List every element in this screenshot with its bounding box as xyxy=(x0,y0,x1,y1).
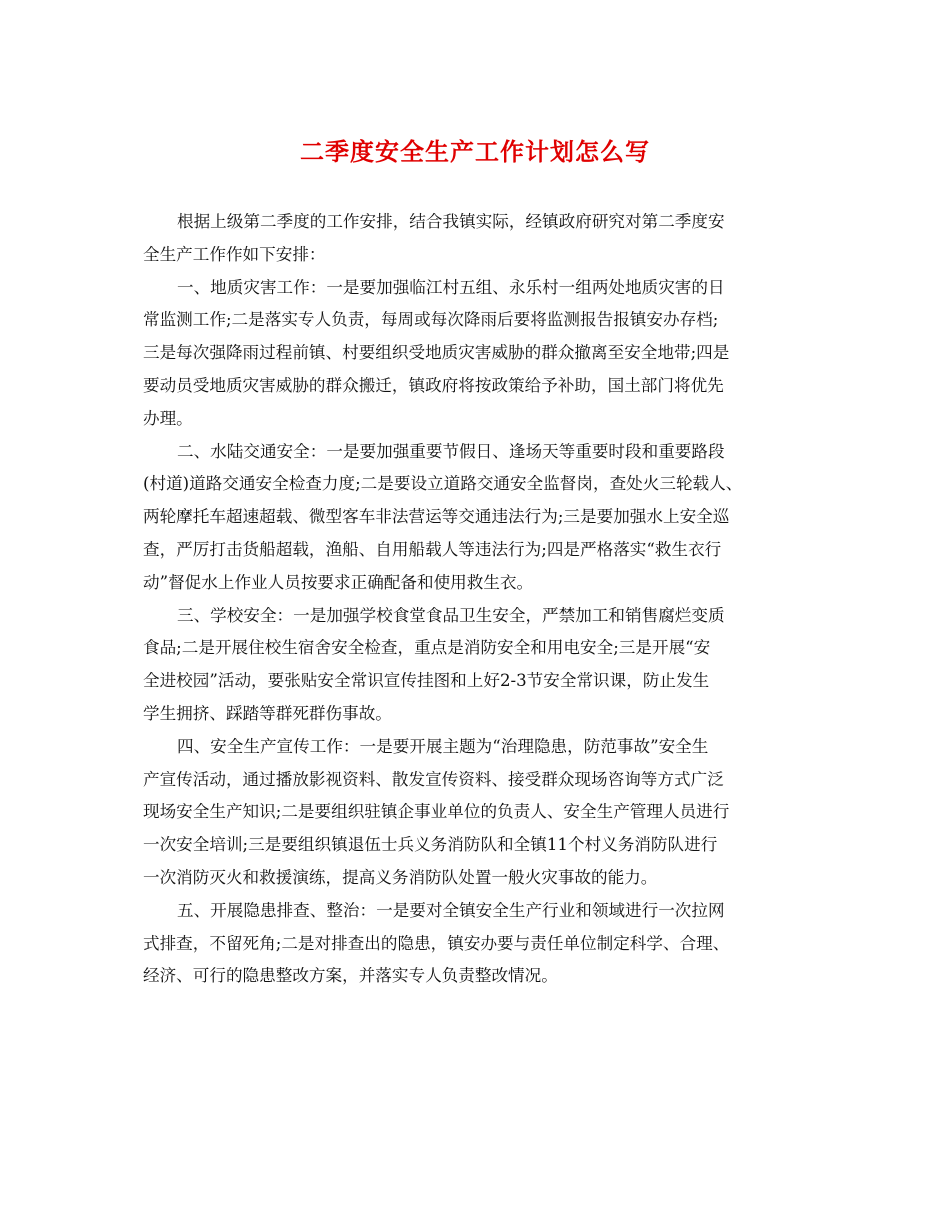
text-line: 办理。 xyxy=(143,408,193,428)
text-line: 要动员受地质灾害威胁的群众搬迁，镇政府将按政策给予补助，国土部门将优先 xyxy=(143,375,724,395)
paragraph-hazard-inspection xyxy=(143,895,813,993)
text-line: 一次消防灭火和救援演练，提高义务消防队处置一般火灾事故的能力。 xyxy=(143,867,658,887)
text-line: 四、安全生产宣传工作：一是要开展主题为“治理隐患，防范事故”安全生 xyxy=(177,736,709,756)
text-line: 常监测工作;二是落实专人负责，每周或每次降雨后要将监测报告报镇安办存档; xyxy=(143,310,719,330)
text-line: 动”督促水上作业人员按要求正确配备和使用救生衣。 xyxy=(143,572,534,592)
text-line: (村道)道路交通安全检查力度;二是要设立道路交通安全监督岗，查处火三轮载人、 xyxy=(143,474,743,494)
paragraph-traffic-safety xyxy=(143,436,813,600)
text-line: 根据上级第二季度的工作安排，结合我镇实际，经镇政府研究对第二季度安 xyxy=(177,212,725,231)
text-line: 查，严厉打击货船超载，渔船、自用船载人等违法行为;四是严格落实“救生衣行 xyxy=(143,539,722,559)
text-line: 三是每次强降雨过程前镇、村要组织受地质灾害威胁的群众撤离至安全地带;四是 xyxy=(143,343,730,363)
text-line: 一、地质灾害工作：一是要加强临江村五组、永乐村一组两处地质灾害的日 xyxy=(177,277,725,297)
text-line: 一次安全培训;三是要组织镇退伍士兵义务消防队和全镇11个村义务消防队进行 xyxy=(143,835,718,855)
text-line: 式排查，不留死角;二是对排查出的隐患，镇安办要与责任单位制定科学、合理、 xyxy=(143,933,730,953)
text-line: 学生拥挤、踩踏等群死群伤事故。 xyxy=(143,703,392,723)
paragraph-school-safety xyxy=(143,600,813,731)
text-line: 全进校园”活动，要张贴安全常识宣传挂图和上好2-3节安全常识课，防止发生 xyxy=(143,671,710,691)
paragraph-geological-hazards xyxy=(143,272,813,436)
paragraph-safety-publicity xyxy=(143,731,813,895)
paragraph-intro xyxy=(143,206,813,272)
text-line: 现场安全生产知识;二是要组织驻镇企事业单位的负责人、安全生产管理人员进行 xyxy=(143,802,730,822)
document-title: 二季度安全生产工作计划怎么写 xyxy=(300,137,650,166)
text-line: 三、学校安全：一是加强学校食堂食品卫生安全，严禁加工和销售腐烂变质 xyxy=(177,605,725,625)
text-line: 两轮摩托车超速超载、微型客车非法营运等交通违法行为;三是要加强水上安全巡 xyxy=(143,507,730,527)
text-line: 二、水陆交通安全：一是要加强重要节假日、逢场天等重要时段和重要路段 xyxy=(177,441,725,461)
text-line: 全生产工作作如下安排： xyxy=(143,244,326,264)
document-body xyxy=(143,206,813,993)
text-line: 五、开展隐患排查、整治：一是要对全镇安全生产行业和领域进行一次拉网 xyxy=(177,900,725,920)
text-line: 经济、可行的隐患整改方案，并落实专人负责整改情况。 xyxy=(143,966,558,986)
text-line: 产宣传活动，通过播放影视资料、散发宣传资料、接受群众现场咨询等方式广泛 xyxy=(143,769,724,789)
text-line: 食品;二是开展住校生宿舍安全检查，重点是消防安全和用电安全;三是开展“安 xyxy=(143,638,711,658)
